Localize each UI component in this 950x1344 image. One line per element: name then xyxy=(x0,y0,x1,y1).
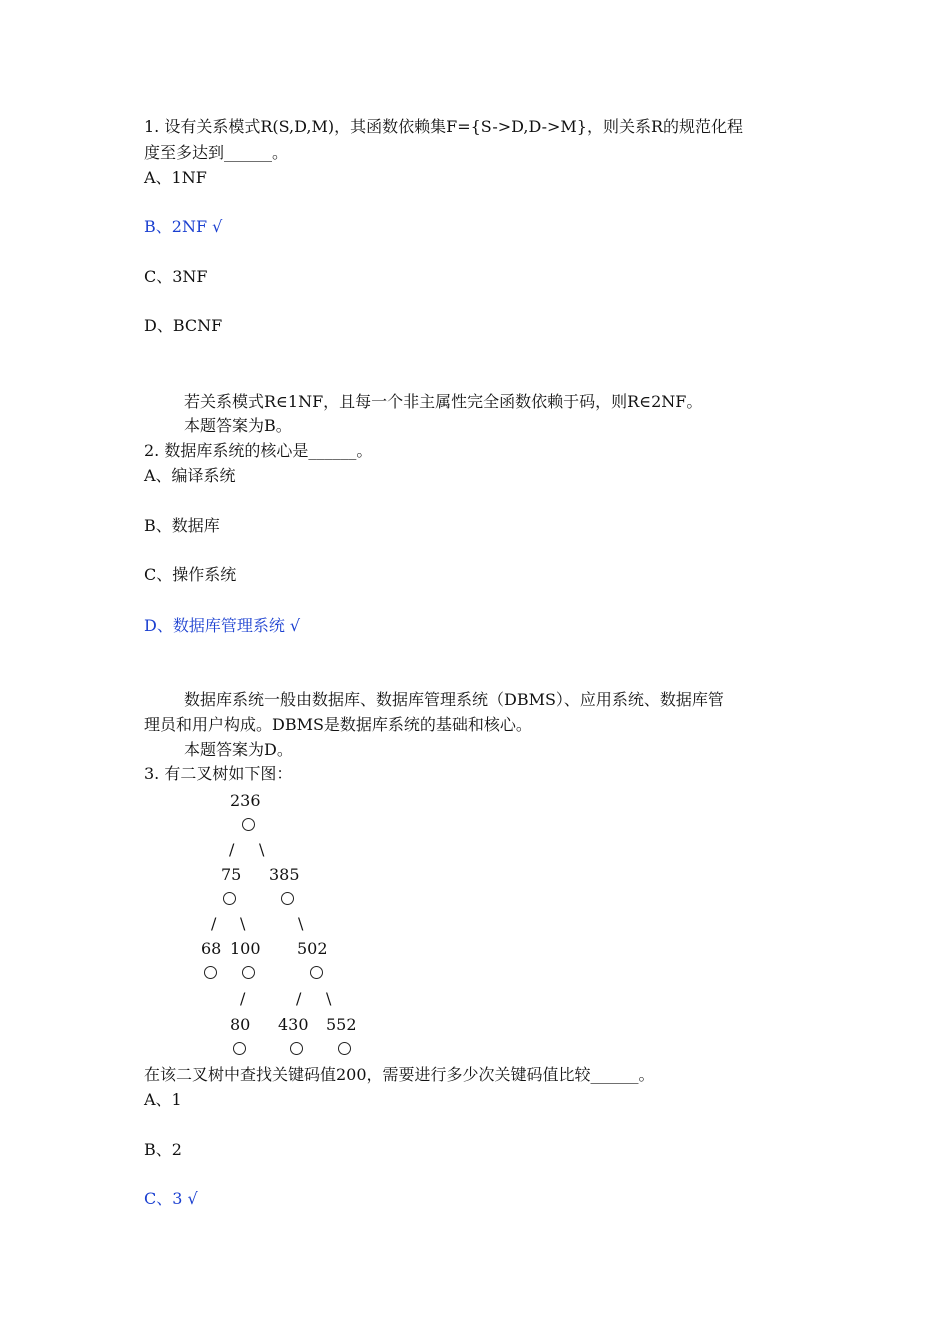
q2-stem: 2. 数据库系统的核心是______。 xyxy=(144,441,373,460)
q1-option-b[interactable]: B、2NF √ xyxy=(144,217,223,236)
q2-answer: 本题答案为D。 xyxy=(184,740,293,759)
q1-stem-line1: 1. 设有关系模式R(S,D,M)，其函数依赖集F={S->D,D->M}，则关系R的规范化程 xyxy=(144,117,744,136)
tree-edge-236-385: \ xyxy=(259,840,265,859)
tree-node-80 xyxy=(233,1042,246,1055)
tree-node-236 xyxy=(242,818,255,831)
q1-stem-line2: 度至多达到______。 xyxy=(144,143,289,162)
tree-node-68 xyxy=(204,966,217,979)
q2-option-c[interactable]: C、操作系统 xyxy=(144,565,237,584)
q3-option-a[interactable]: A、1 xyxy=(144,1090,182,1109)
tree-label-68: 68 xyxy=(201,939,222,958)
tree-label-75: 75 xyxy=(221,865,242,884)
tree-node-385 xyxy=(281,892,294,905)
q1-option-a[interactable]: A、1NF xyxy=(144,168,207,187)
q1-option-d[interactable]: D、BCNF xyxy=(144,316,223,335)
tree-node-502 xyxy=(310,966,323,979)
tree-label-236: 236 xyxy=(230,791,261,810)
q2-option-b[interactable]: B、数据库 xyxy=(144,516,220,535)
tree-label-502: 502 xyxy=(297,939,328,958)
q2-option-d[interactable]: D、数据库管理系统 √ xyxy=(144,616,301,635)
tree-edge-75-100: \ xyxy=(240,914,246,933)
q1-explanation: 若关系模式R∈1NF，且每一个非主属性完全函数依赖于码，则R∈2NF。 xyxy=(184,392,703,411)
tree-node-552 xyxy=(338,1042,351,1055)
q3-option-c[interactable]: C、3 √ xyxy=(144,1189,198,1208)
q3-option-b[interactable]: B、2 xyxy=(144,1140,182,1159)
tree-label-100: 100 xyxy=(230,939,261,958)
tree-label-430: 430 xyxy=(278,1015,309,1034)
q2-explanation-line2: 理员和用户构成。DBMS是数据库系统的基础和核心。 xyxy=(144,715,532,734)
q1-option-c[interactable]: C、3NF xyxy=(144,267,208,286)
q3-stem: 3. 有二叉树如下图： xyxy=(144,764,293,783)
q1-answer: 本题答案为B。 xyxy=(184,416,292,435)
q2-option-a[interactable]: A、编译系统 xyxy=(144,466,236,485)
q3-question: 在该二叉树中查找关键码值200，需要进行多少次关键码值比较______。 xyxy=(144,1065,655,1084)
tree-node-430 xyxy=(290,1042,303,1055)
tree-edge-100-80: / xyxy=(240,989,246,1008)
tree-label-385: 385 xyxy=(269,865,300,884)
tree-edge-75-68: / xyxy=(211,914,217,933)
q2-explanation-line1: 数据库系统一般由数据库、数据库管理系统（DBMS）、应用系统、数据库管 xyxy=(184,690,724,709)
tree-node-100 xyxy=(242,966,255,979)
tree-edge-236-75: / xyxy=(229,840,235,859)
tree-label-80: 80 xyxy=(230,1015,251,1034)
tree-edge-502-430: / xyxy=(296,989,302,1008)
tree-label-552: 552 xyxy=(326,1015,357,1034)
tree-edge-502-552: \ xyxy=(326,989,332,1008)
tree-edge-385-502: \ xyxy=(298,914,304,933)
tree-node-75 xyxy=(223,892,236,905)
